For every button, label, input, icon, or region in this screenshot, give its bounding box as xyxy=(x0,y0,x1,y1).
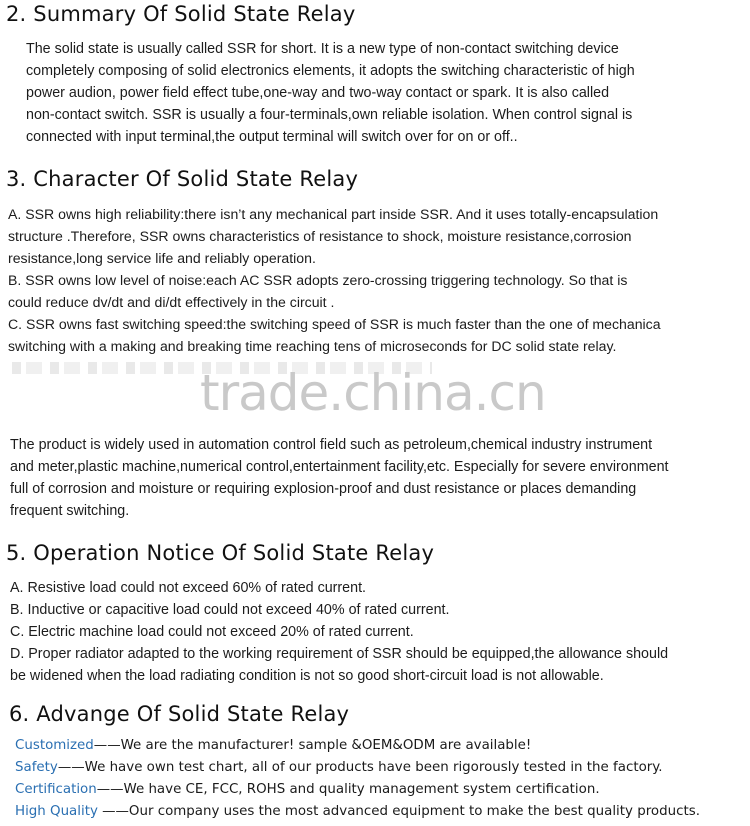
advantage-key: High Quality xyxy=(15,804,103,819)
advantage-item-high-quality xyxy=(15,804,700,819)
advantage-key: Customized xyxy=(15,738,94,753)
advantage-key: Certification xyxy=(15,782,97,797)
character-line: C. SSR owns fast switching speed:the switching speed of SSR is much faster than the one of mechanica xyxy=(8,316,661,332)
character-heading: 3. Character Of Solid State Relay xyxy=(6,167,359,191)
operation-line: be widened when the load radiating condition is not so good short-circuit load is not allowable. xyxy=(10,668,604,684)
advantage-text: ——We have own test chart, all of our products have been rigorously tested in the factory. xyxy=(57,760,663,775)
operation-line: B. Inductive or capacitive load could not exceed 40% of rated current. xyxy=(10,602,450,618)
application-line: frequent switching. xyxy=(10,503,130,519)
summary-line: connected with input terminal,the output terminal will switch over for on or off.. xyxy=(26,129,518,145)
summary-line: completely composing of solid electronics elements, it adopts the switching characteristic of high xyxy=(26,63,635,79)
advantage-item-safety xyxy=(15,760,663,775)
character-line: B. SSR owns low level of noise:each AC SSR adopts zero-crossing triggering technology. So that is xyxy=(8,272,628,288)
character-line: resistance,long service life and reliably operation. xyxy=(8,250,316,266)
character-line: structure .Therefore, SSR owns characteristics of resistance to shock, moisture resistance,corrosion xyxy=(8,228,632,244)
operation-line: C. Electric machine load could not exceed 20% of rated current. xyxy=(10,624,414,640)
advantage-item-customized xyxy=(15,738,531,753)
advantage-item-certification xyxy=(15,782,600,797)
operation-line: D. Proper radiator adapted to the working requirement of SSR should be equipped,the allowance should xyxy=(10,646,669,662)
character-line: could reduce dv/dt and di/dt effectively in the circuit . xyxy=(8,294,335,310)
character-line: A. SSR owns high reliability:there isn’t any mechanical part inside SSR. And it uses totally-encapsulation xyxy=(8,206,659,222)
advantage-heading: 6. Advange Of Solid State Relay xyxy=(9,702,350,726)
operation-line: A. Resistive load could not exceed 60% of rated current. xyxy=(10,580,367,596)
character-line: switching with a making and breaking time reaching tens of microseconds for DC solid state relay. xyxy=(8,338,617,354)
summary-line: The solid state is usually called SSR for short. It is a new type of non-contact switching device xyxy=(26,41,619,57)
application-line: The product is widely used in automation control field such as petroleum,chemical industry instrument xyxy=(10,437,653,453)
operation-heading: 5. Operation Notice Of Solid State Relay xyxy=(6,541,435,565)
advantage-text: ——We have CE, FCC, ROHS and quality management system certification. xyxy=(96,782,600,797)
application-line: and meter,plastic machine,numerical control,entertainment facility,etc. Especially for severe environment xyxy=(10,459,669,475)
application-line: full of corrosion and moisture or requiring explosion-proof and dust resistance or places demanding xyxy=(10,481,637,497)
summary-line: power audion, power field effect tube,one-way and two-way contact or spark. It is also called xyxy=(26,85,610,101)
advantage-text: ——We are the manufacturer! sample &OEM&ODM are available! xyxy=(93,738,532,753)
advantage-key: Safety xyxy=(15,760,58,775)
advantage-text: ——Our company uses the most advanced equipment to make the best quality products. xyxy=(102,804,700,819)
summary-heading: 2. Summary Of Solid State Relay xyxy=(6,2,356,26)
summary-line: non-contact switch. SSR is usually a four-terminals,own reliable isolation. When control signal is xyxy=(26,107,633,123)
watermark: trade.china.cn xyxy=(200,364,546,422)
